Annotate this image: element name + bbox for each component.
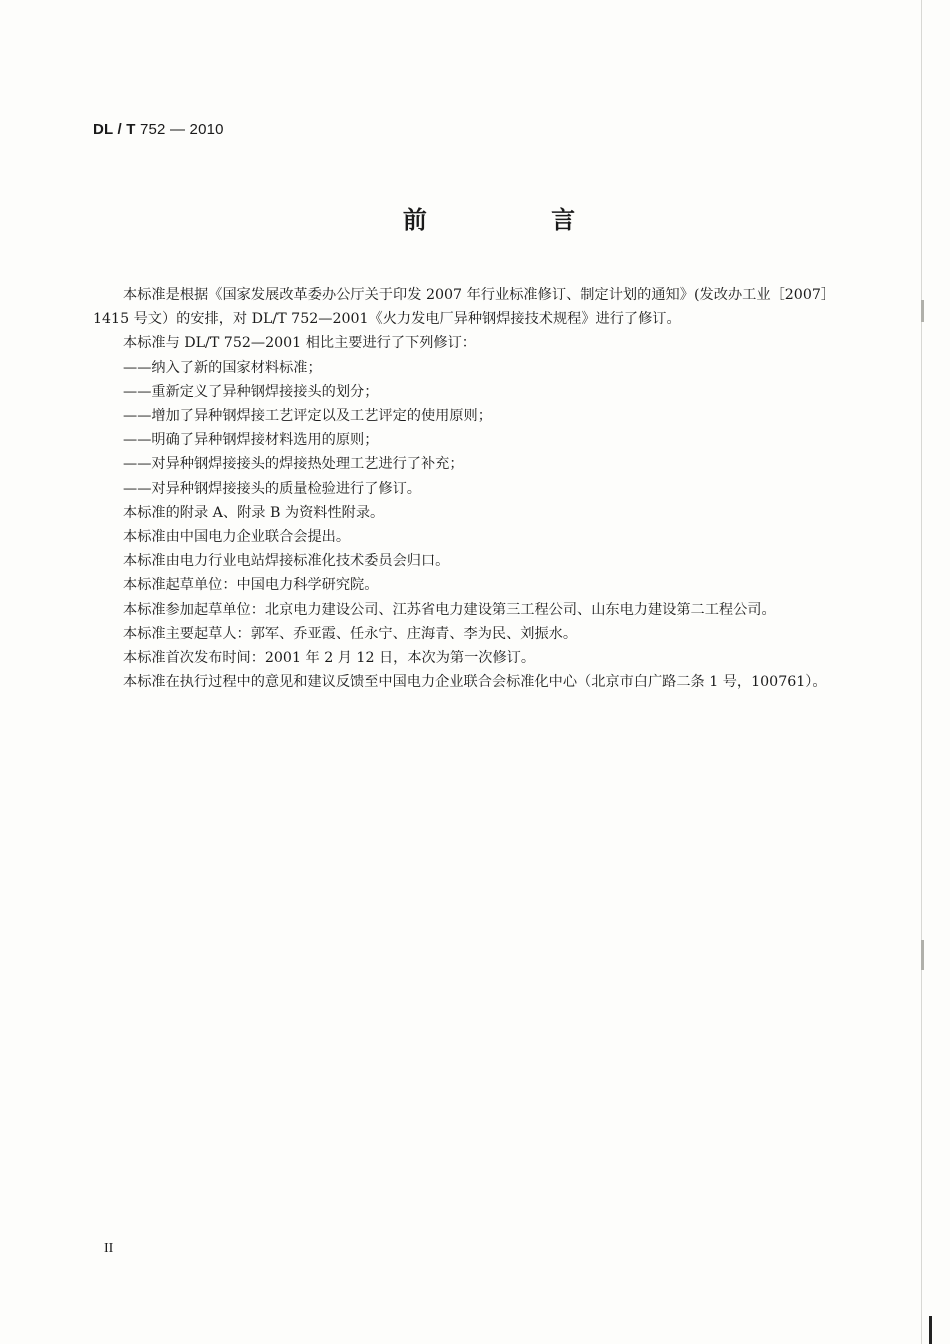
standard-code <box>93 121 224 138</box>
paragraph: 本标准由电力行业电站焊接标准化技术委员会归口。 <box>123 553 450 570</box>
standard-number: 752 — 2010 <box>139 121 224 138</box>
foreword-body <box>93 283 828 694</box>
list-item: ——对异种钢焊接接头的质量检验进行了修订。 <box>123 480 421 497</box>
scan-artifact-mark <box>921 940 924 970</box>
page-title: 前 言 <box>402 206 634 234</box>
paragraph: 本标准首次发布时间：2001 年 2 月 12 日，本次为第一次修订。 <box>123 650 536 667</box>
paragraph: 本标准在执行过程中的意见和建议反馈至中国电力企业联合会标准化中心（北京市白广路二条 1 号，100761）。 <box>123 674 827 691</box>
paragraph: 本标准由中国电力企业联合会提出。 <box>123 529 351 546</box>
scan-corner-mark <box>929 1316 932 1344</box>
paragraph: 本标准参加起草单位：北京电力建设公司、江苏省电力建设第三工程公司、山东电力建设第二工程公司。 <box>123 601 776 618</box>
standard-prefix: DL / T <box>93 121 136 138</box>
list-item: ——重新定义了异种钢焊接接头的划分； <box>123 383 379 400</box>
list-item: ——明确了异种钢焊接材料选用的原则； <box>123 432 379 449</box>
list-item: ——纳入了新的国家材料标准； <box>123 359 322 376</box>
paragraph: 本标准起草单位：中国电力科学研究院。 <box>123 577 379 594</box>
paragraph: 本标准的附录 A、附录 B 为资料性附录。 <box>123 504 385 521</box>
paragraph: 本标准主要起草人：郭军、乔亚霞、任永宁、庄海青、李为民、刘振水。 <box>123 625 578 642</box>
page-number: II <box>104 1241 114 1256</box>
scan-artifact-mark <box>921 300 924 322</box>
paragraph: 本标准与 DL/T 752—2001 相比主要进行了下列修订： <box>123 335 476 352</box>
paragraph: 本标准是根据《国家发展改革委办公厅关于印发 2007 年行业标准修订、制定计划的通知》(发改办工业［2007］1415 号文）的安排，对 DL/T 752—2001《火力发电厂异种钢焊接技术规程》进行了修订。 <box>93 287 828 328</box>
list-item: ——对异种钢焊接接头的焊接热处理工艺进行了补充； <box>123 456 464 473</box>
list-item: ——增加了异种钢焊接工艺评定以及工艺评定的使用原则； <box>123 408 492 425</box>
